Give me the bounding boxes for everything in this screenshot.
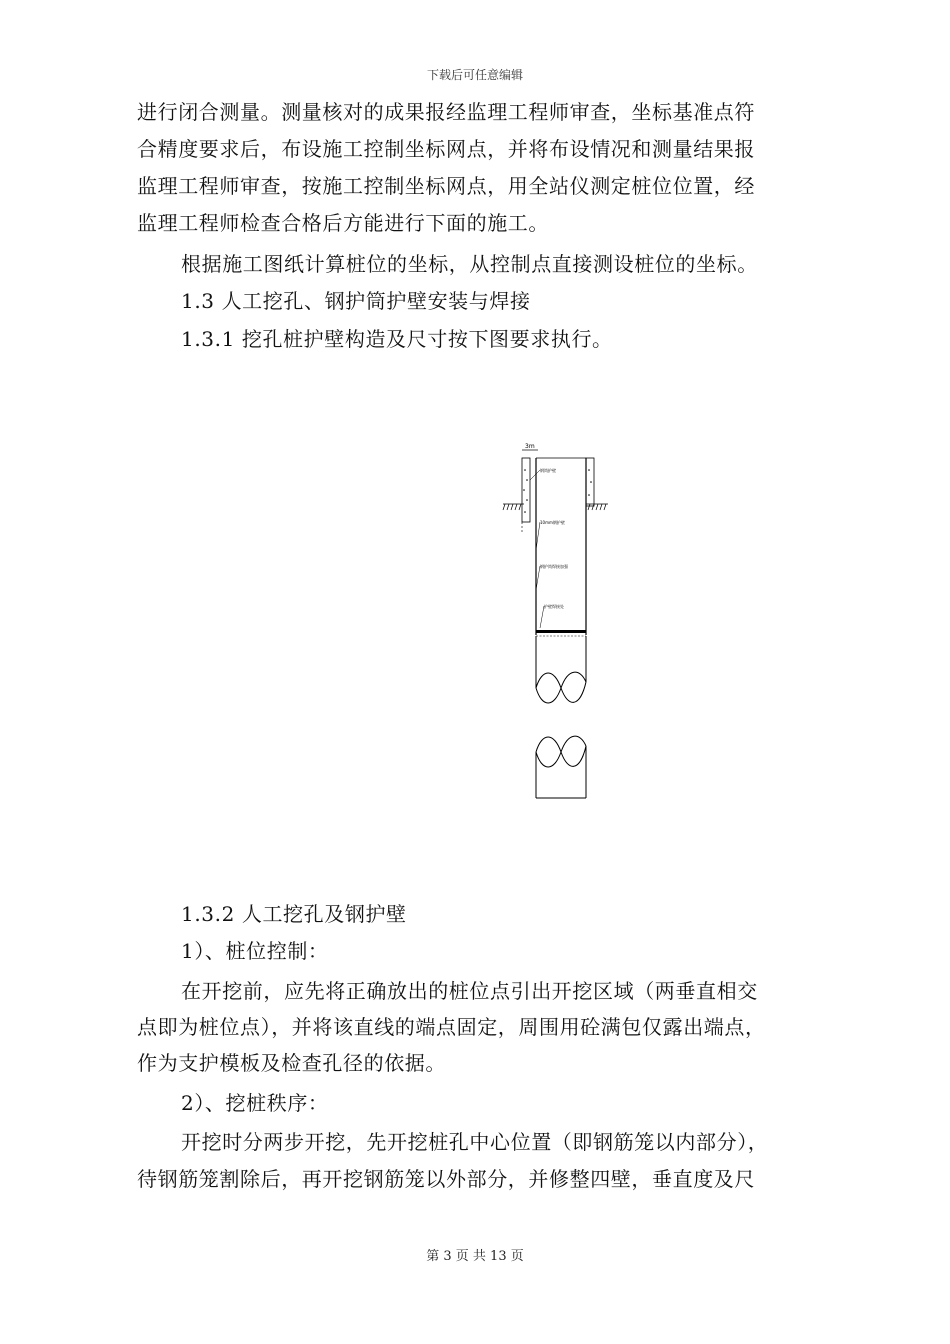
paragraph-line: 开挖时分两步开挖，先开挖桩孔中心位置（即钢筋笼以内部分），	[181, 1130, 769, 1154]
pile-wall-diagram	[500, 440, 610, 805]
diagram-label: 护壁焊接处	[544, 604, 564, 609]
paragraph-line: 进行闭合测量。测量核对的成果报经监理工程师审查，坐标基准点符	[137, 100, 755, 124]
paragraph-line: 监理工程师审查，按施工控制坐标网点，用全站仪测定桩位位置，经	[137, 174, 755, 198]
paragraph-line: 待钢筋笼割除后，再开挖钢筋笼以外部分，并修整四壁，垂直度及尺	[137, 1167, 755, 1191]
diagram-label: 钢护筒焊接加强	[540, 564, 568, 569]
section-heading: 1.3.2 人工挖孔及钢护壁	[181, 902, 407, 926]
diagram-label: 钢筒护壁	[540, 468, 556, 473]
paragraph-line: 点即为桩位点），并将该直线的端点固定，周围用砼满包仅露出端点，	[137, 1015, 766, 1039]
paragraph-line: 根据施工图纸计算桩位的坐标，从控制点直接测设桩位的坐标。	[181, 252, 758, 276]
section-heading: 1.3.1 挖孔桩护壁构造及尺寸按下图要求执行。	[181, 327, 613, 351]
page-header: 下载后可任意编辑	[426, 68, 523, 82]
list-item: 2）、挖桩秩序：	[181, 1091, 329, 1115]
section-heading: 1.3 人工挖孔、钢护筒护壁安装与焊接	[181, 289, 531, 313]
paragraph-line: 合精度要求后，布设施工控制坐标网点，并将布设情况和测量结果报	[137, 137, 755, 161]
list-item: 1）、桩位控制：	[181, 939, 329, 963]
paragraph-line: 作为支护模板及检查孔径的依据。	[137, 1051, 446, 1075]
page-footer: 第 3 页 共 13 页	[426, 1249, 524, 1264]
paragraph-line: 在开挖前，应先将正确放出的桩位点引出开挖区域（两垂直相交	[181, 979, 758, 1003]
dimension-label: 3m	[525, 443, 535, 450]
paragraph-line: 监理工程师检查合格后方能进行下面的施工。	[137, 211, 549, 235]
diagram-label: 10mm钢护壁	[540, 520, 565, 525]
